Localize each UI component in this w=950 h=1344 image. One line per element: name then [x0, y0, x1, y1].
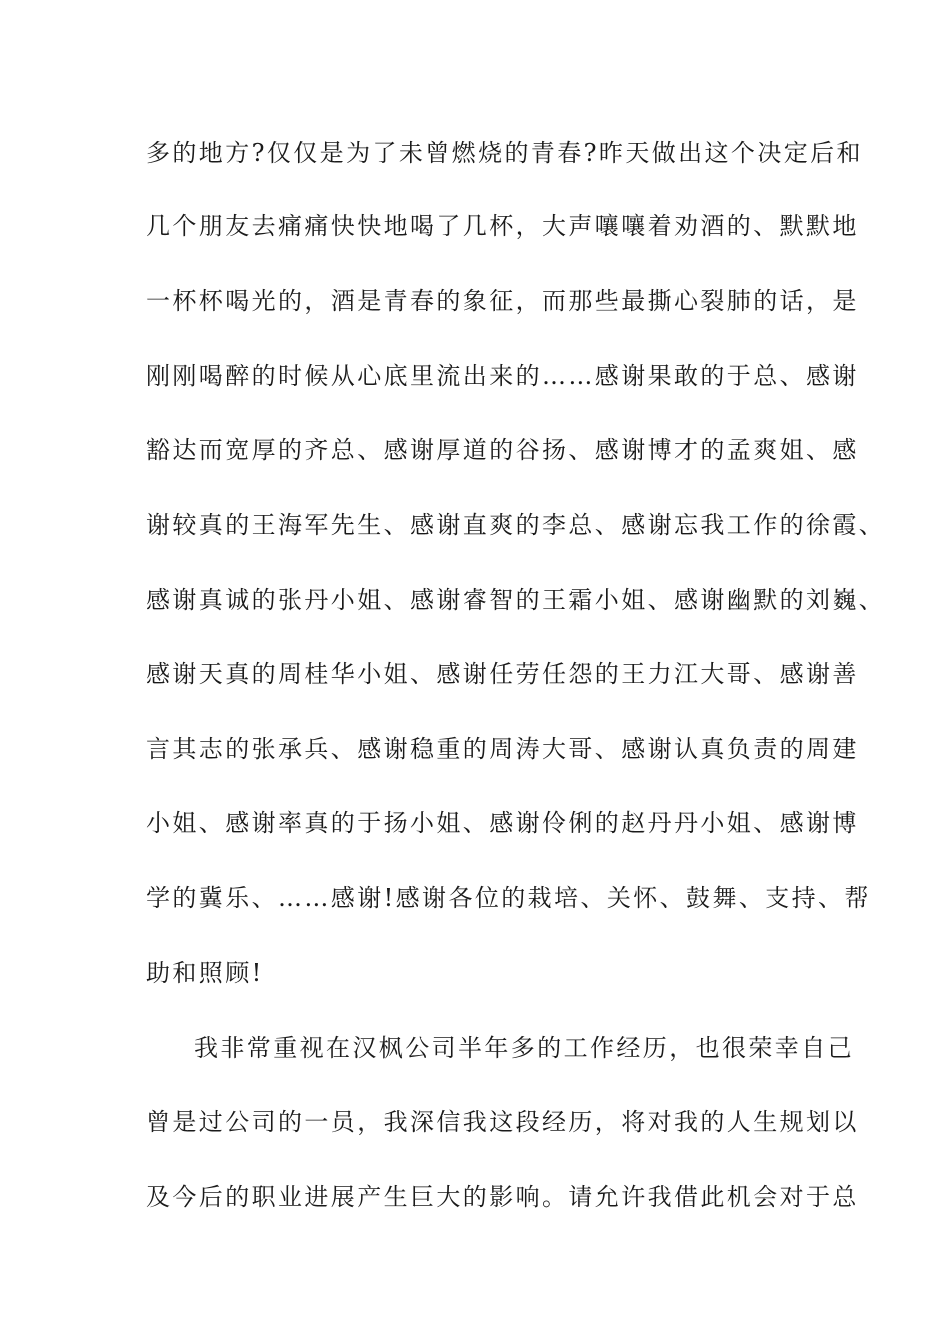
text-line: 及今后的职业进展产生巨大的影响。请允许我借此机会对于总: [146, 1183, 859, 1211]
text-line: 谢较真的王海军先生、感谢直爽的李总、感谢忘我工作的徐霞、: [146, 511, 886, 539]
text-line: 言其志的张承兵、感谢稳重的周涛大哥、感谢认真负责的周建: [146, 735, 859, 763]
text-line: 感谢天真的周桂华小姐、感谢任劳任怨的王力江大哥、感谢善: [146, 660, 859, 688]
text-line: 豁达而宽厚的齐总、感谢厚道的谷扬、感谢博才的孟爽姐、感: [146, 436, 859, 464]
text-line: 学的冀乐、……感谢!感谢各位的栽培、关怀、鼓舞、支持、帮: [146, 884, 871, 912]
text-line: 多的地方?仅仅是为了未曾燃烧的青春?昨天做出这个决定后和: [146, 139, 863, 167]
text-line: 小姐、感谢率真的于扬小姐、感谢伶俐的赵丹丹小姐、感谢博: [146, 809, 859, 837]
text-line: 一杯杯喝光的，酒是青春的象征，而那些最撕心裂肺的话，是: [146, 287, 859, 315]
text-line: 助和照顾!: [146, 959, 264, 987]
text-line: 刚刚喝醉的时候从心底里流出来的……感谢果敢的于总、感谢: [146, 362, 859, 390]
text-line: 几个朋友去痛痛快快地喝了几杯，大声嚷嚷着劝酒的、默默地: [146, 212, 859, 240]
text-line: 曾是过公司的一员，我深信我这段经历，将对我的人生规划以: [146, 1108, 859, 1136]
text-line: 感谢真诚的张丹小姐、感谢睿智的王霜小姐、感谢幽默的刘巍、: [146, 586, 886, 614]
paragraph-first-line: 我非常重视在汉枫公司半年多的工作经历，也很荣幸自己: [194, 1034, 854, 1062]
